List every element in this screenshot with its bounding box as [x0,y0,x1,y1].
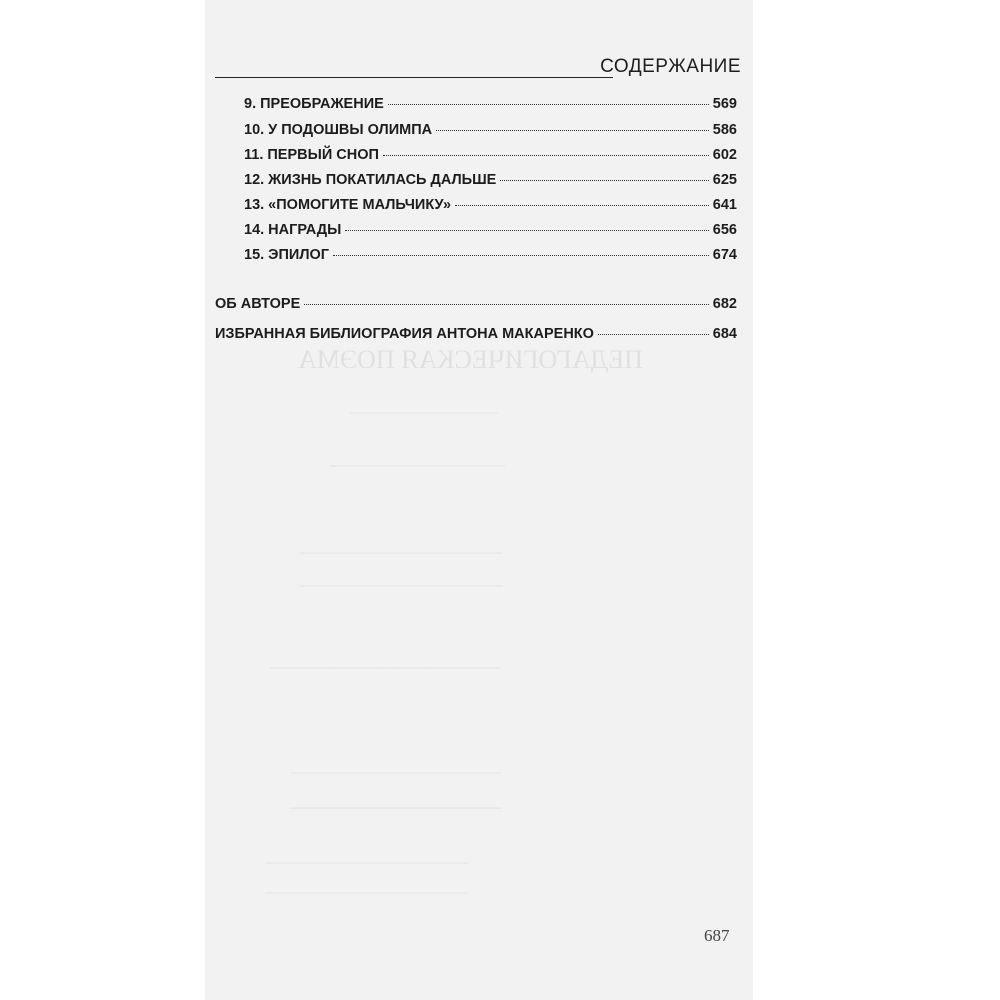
toc-entry-title: ИЗБРАННАЯ БИБЛИОГРАФИЯ АНТОНА МАКАРЕНКО [215,326,594,342]
dot-leader [598,334,709,335]
toc-entry [244,247,737,267]
toc-entry-title: 11. ПЕРВЫЙ СНОП [244,147,379,163]
toc-entry-page: 684 [712,326,737,342]
toc-entry-title: 14. НАГРАДЫ [244,222,342,238]
toc-entry-title: 13. «ПОМОГИТЕ МАЛЬЧИКУ» [244,197,452,213]
toc-entry-page: 602 [712,147,737,163]
dot-leader [304,304,709,305]
toc-entry-page: 569 [712,96,737,112]
running-header [215,52,741,86]
dot-leader [436,130,709,131]
toc-entry [244,197,737,217]
toc-entry [244,172,737,192]
toc-entry-page: 586 [712,122,737,138]
toc-entry [244,96,737,116]
dot-leader [500,180,708,181]
dot-leader [333,255,709,256]
toc-entry-title: 12. ЖИЗНЬ ПОКАТИЛАСЬ ДАЛЬШЕ [244,172,497,188]
toc-entry-page: 682 [712,296,737,312]
toc-entry-title: ОБ АВТОРЕ [215,296,301,312]
toc-entry-title: 15. ЭПИЛОГ [244,247,330,263]
toc-entry [244,122,737,142]
dot-leader [455,205,709,206]
toc-entry [215,296,737,316]
toc-entry [244,222,737,242]
toc-entry-page: 674 [712,247,737,263]
dot-leader [345,230,709,231]
toc-entry [244,147,737,167]
toc-entry-page: 641 [712,197,737,213]
dot-leader [388,104,709,105]
toc-entry-title: 10. У ПОДОШВЫ ОЛИМПА [244,122,433,138]
dot-leader [383,155,709,156]
toc-entry-page: 656 [712,222,737,238]
toc-entry [215,326,737,346]
header-rule [215,77,613,78]
section-title: СОДЕРЖАНИЕ [600,56,741,77]
toc-entry-title: 9. ПРЕОБРАЖЕНИЕ [244,96,384,112]
toc-entry-page: 625 [712,172,737,188]
page-number: 687 [704,926,730,945]
